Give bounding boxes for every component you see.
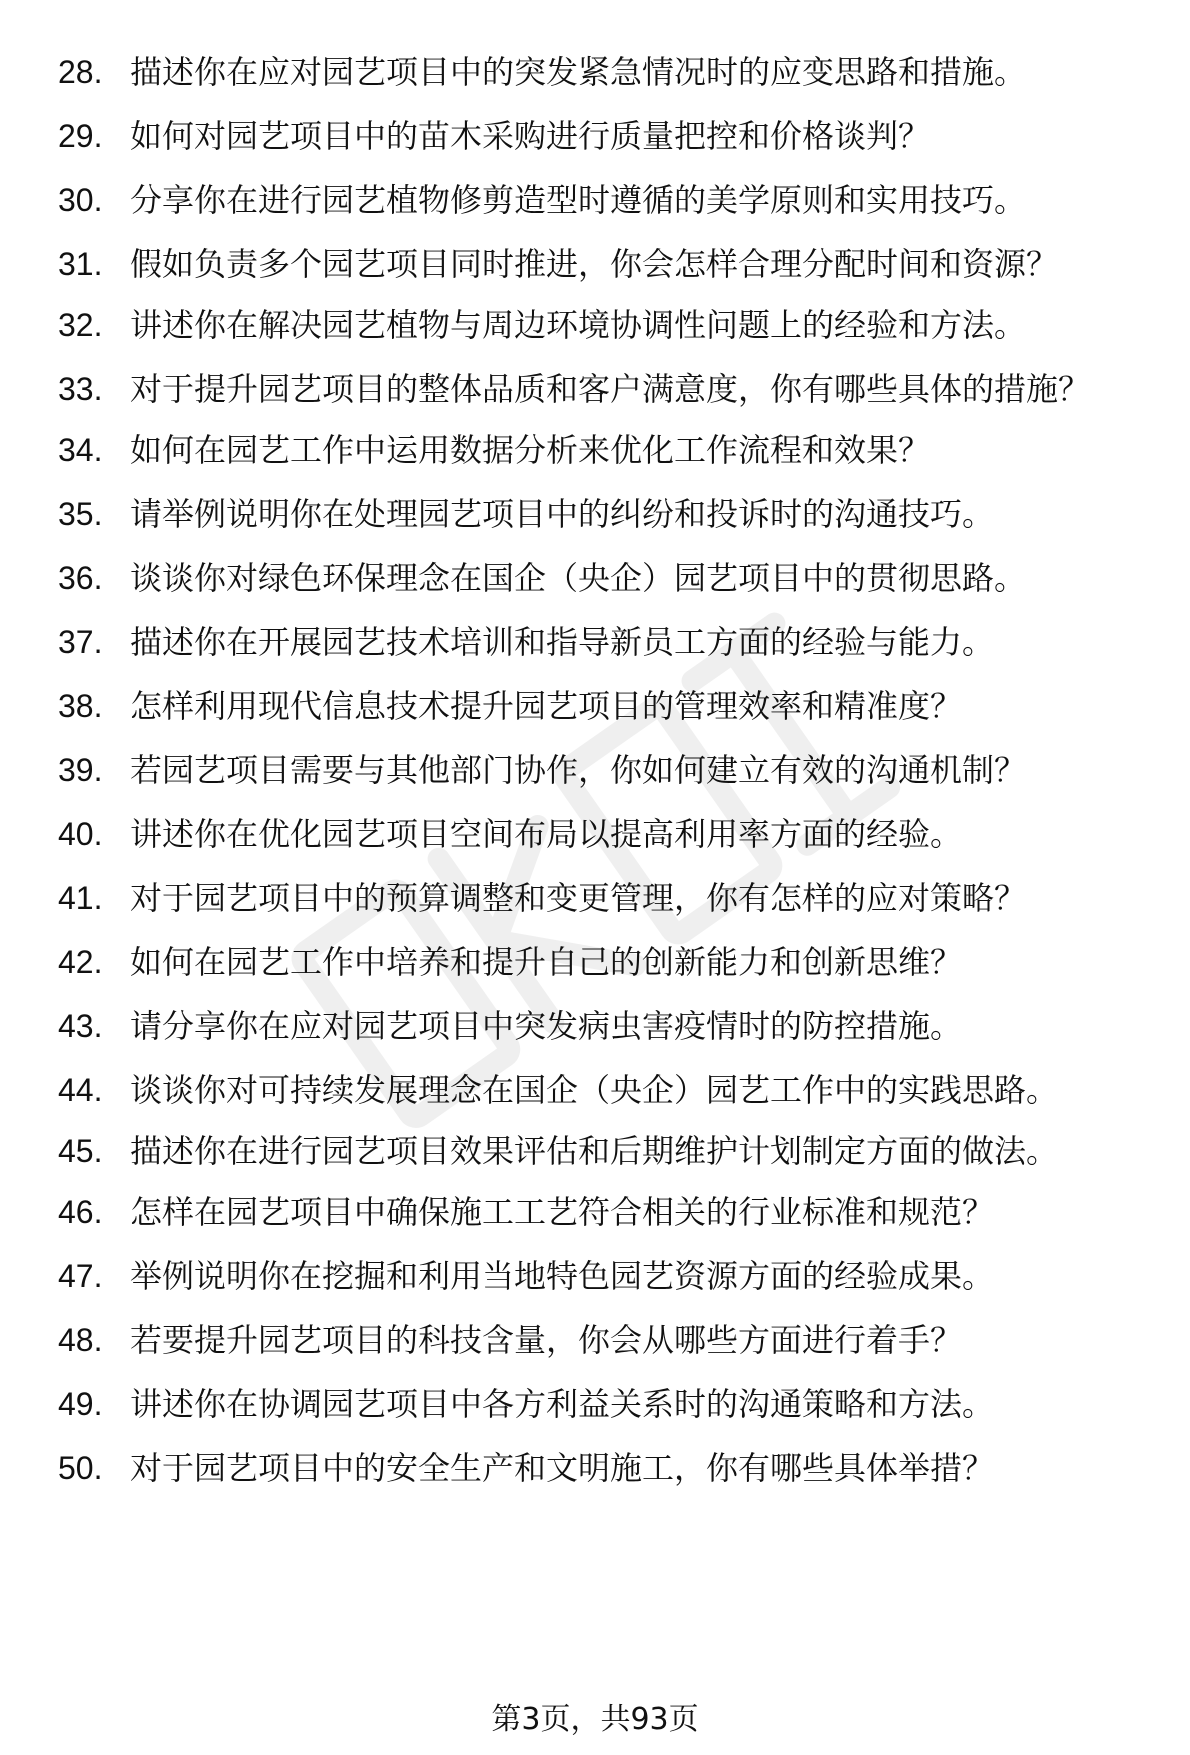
question-item <box>0 814 1190 855</box>
question-item <box>0 622 1190 663</box>
question-text: 对于提升园艺项目的整体品质和客户满意度，你有哪些具体的措施？ <box>130 370 1091 408</box>
question-number: 34. <box>58 432 103 468</box>
question-number: 49. <box>58 1386 103 1422</box>
question-item <box>0 1131 1190 1172</box>
question-number: 32. <box>58 307 103 343</box>
question-text: 举例说明你在挖掘和利用当地特色园艺资源方面的经验成果。 <box>130 1257 995 1295</box>
question-number: 38. <box>58 688 103 724</box>
question-text: 描述你在应对园艺项目中的突发紧急情况时的应变思路和措施。 <box>130 53 1027 91</box>
question-item <box>0 494 1190 535</box>
question-number: 30. <box>58 182 103 218</box>
question-text: 对于园艺项目中的安全生产和文明施工，你有哪些具体举措？ <box>130 1449 995 1487</box>
question-item <box>0 558 1190 599</box>
question-number: 47. <box>58 1258 103 1294</box>
question-item <box>0 878 1190 919</box>
question-text: 假如负责多个园艺项目同时推进，你会怎样合理分配时间和资源？ <box>130 245 1059 283</box>
question-text: 请举例说明你在处理园艺项目中的纠纷和投诉时的沟通技巧。 <box>130 495 995 533</box>
question-text: 谈谈你对绿色环保理念在国企（央企）园艺项目中的贯彻思路。 <box>130 559 1027 597</box>
question-text: 如何在园艺工作中培养和提升自己的创新能力和创新思维？ <box>130 943 963 981</box>
question-number: 46. <box>58 1194 103 1230</box>
question-item <box>0 750 1190 791</box>
question-item <box>0 1192 1190 1233</box>
question-text: 对于园艺项目中的预算调整和变更管理，你有怎样的应对策略？ <box>130 879 1027 917</box>
question-text: 讲述你在解决园艺植物与周边环境协调性问题上的经验和方法。 <box>130 306 1027 344</box>
question-number: 44. <box>58 1072 103 1108</box>
question-text: 怎样利用现代信息技术提升园艺项目的管理效率和精准度？ <box>130 687 963 725</box>
question-number: 43. <box>58 1008 103 1044</box>
question-text: 若园艺项目需要与其他部门协作，你如何建立有效的沟通机制？ <box>130 751 1027 789</box>
question-number: 50. <box>58 1450 103 1486</box>
question-item <box>0 1384 1190 1425</box>
question-number: 45. <box>58 1133 103 1169</box>
question-text: 若要提升园艺项目的科技含量，你会从哪些方面进行着手？ <box>130 1321 963 1359</box>
question-item <box>0 305 1190 346</box>
page-footer <box>0 1700 1190 1740</box>
question-number: 37. <box>58 624 103 660</box>
question-text: 描述你在进行园艺项目效果评估和后期维护计划制定方面的做法。 <box>130 1132 1059 1170</box>
question-number: 35. <box>58 496 103 532</box>
question-item <box>0 686 1190 727</box>
question-item <box>0 1070 1190 1111</box>
question-item <box>0 1320 1190 1361</box>
question-item <box>0 116 1190 157</box>
question-number: 39. <box>58 752 103 788</box>
question-item <box>0 1448 1190 1489</box>
question-item <box>0 180 1190 221</box>
page-number-label: 第3页，共93页 <box>491 1702 699 1737</box>
question-text: 讲述你在优化园艺项目空间布局以提高利用率方面的经验。 <box>130 815 963 853</box>
question-text: 请分享你在应对园艺项目中突发病虫害疫情时的防控措施。 <box>130 1007 963 1045</box>
question-text: 如何在园艺工作中运用数据分析来优化工作流程和效果？ <box>130 431 931 469</box>
question-number: 42. <box>58 944 103 980</box>
question-number: 36. <box>58 560 103 596</box>
question-number: 28. <box>58 54 103 90</box>
question-item <box>0 369 1190 410</box>
question-text: 分享你在进行园艺植物修剪造型时遵循的美学原则和实用技巧。 <box>130 181 1027 219</box>
question-text: 谈谈你对可持续发展理念在国企（央企）园艺工作中的实践思路。 <box>130 1071 1059 1109</box>
question-number: 41. <box>58 880 103 916</box>
question-list <box>0 52 1190 1512</box>
question-text: 讲述你在协调园艺项目中各方利益关系时的沟通策略和方法。 <box>130 1385 995 1423</box>
question-text: 怎样在园艺项目中确保施工工艺符合相关的行业标准和规范？ <box>130 1193 995 1231</box>
question-text: 描述你在开展园艺技术培训和指导新员工方面的经验与能力。 <box>130 623 995 661</box>
question-item <box>0 1256 1190 1297</box>
question-number: 33. <box>58 371 103 407</box>
question-item <box>0 1006 1190 1047</box>
question-item <box>0 942 1190 983</box>
question-item <box>0 52 1190 93</box>
question-item <box>0 244 1190 285</box>
question-item <box>0 430 1190 471</box>
question-number: 40. <box>58 816 103 852</box>
question-text: 如何对园艺项目中的苗木采购进行质量把控和价格谈判？ <box>130 117 931 155</box>
question-number: 31. <box>58 246 103 282</box>
question-number: 29. <box>58 118 103 154</box>
question-number: 48. <box>58 1322 103 1358</box>
